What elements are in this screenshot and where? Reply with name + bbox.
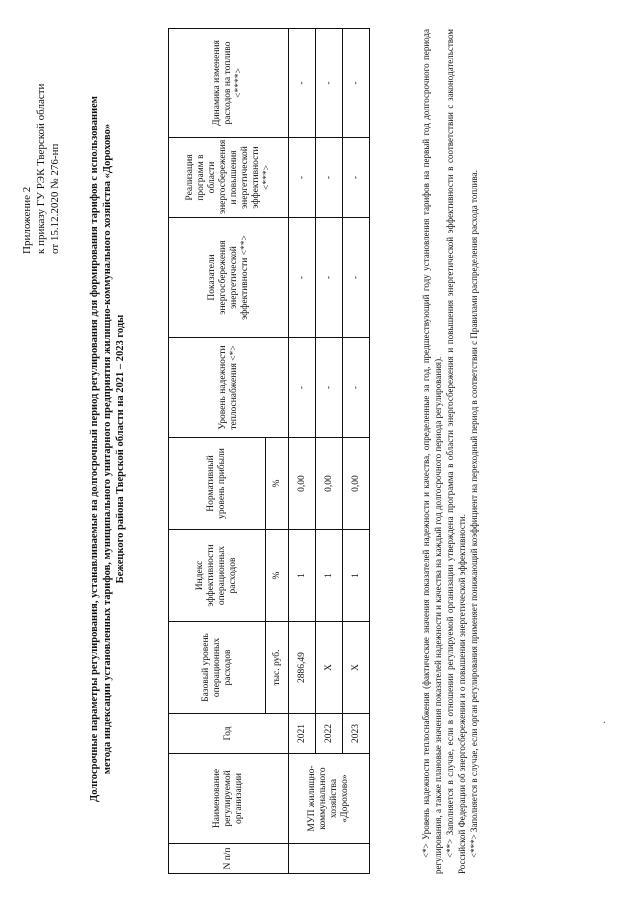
base-cell: Х [316,622,343,714]
header-year: Год [169,714,289,754]
year-cell: 2021 [289,714,316,754]
scan-speck: · [600,720,611,724]
unit-index: % [266,530,289,622]
energy-cell: - [289,218,316,338]
footnote-1: <*> Уровень надежности теплоснабжения (фактические значения показателей надежности и качества, определенные за год, предшествующий году установления тарифов на первый год долгосрочного периода регулирования, а также плановые значения показателей надежности и качества на каждый год долгосрочного периода регулирования). [421,29,443,874]
program-cell: - [316,138,343,218]
program-cell: - [343,138,370,218]
program-cell: - [289,138,316,218]
title-line-2: метода индексации установленных тарифов, муниципального унитарного предприятия жилищно-коммунального хозяйства «Дорохово» [102,123,113,775]
profit-cell: 0,00 [289,438,316,530]
header-fuel-dynamics: Динамика изменения расходов на топливо <****> [169,29,289,138]
unit-profit: % [266,438,289,530]
base-cell: Х [343,622,370,714]
header-efficiency-index: Индекс эффективности операционных расходов [169,530,266,622]
appendix-header [20,34,62,254]
footnote-3: <***> Заполняется в случае, если орган регулирования применяет понижающий коэффициент на переходный период в соответствии с Правилами распределения расхода топлива. [469,170,479,858]
index-cell: 1 [343,530,370,622]
order-date: от 15.12.2020 № 276-нп [49,143,61,254]
year-cell: 2023 [343,714,370,754]
energy-cell: - [343,218,370,338]
footnotes [420,29,480,874]
header-base-level: Базовый уровень операционных расходов [169,622,266,714]
order-reference: к приказу ГУ РЭК Тверской области [35,83,47,254]
document-title [88,34,127,864]
table-row [289,29,316,874]
header-reliability: Уровень надежности теплоснабжения <*> [169,338,289,438]
header-org: Наименование регулируемой организации [169,754,289,844]
energy-cell: - [316,218,343,338]
table-row [316,29,343,874]
reliability-cell: - [316,338,343,438]
parameters-table [168,28,370,874]
header-profit-level: Нормативный уровень прибыли [169,438,266,530]
header-energy-indicators: Показатели энергосбережения энергетической эффективности <**> [169,218,289,338]
index-cell: 1 [289,530,316,622]
title-line-3: Бежецкого района Тверской области на 2021 – 2023 годы [115,314,126,584]
header-num: N п/п [169,844,289,874]
reliability-cell: - [343,338,370,438]
profit-cell: 0,00 [343,438,370,530]
table-row [343,29,370,874]
fuel-cell: - [289,29,316,138]
profit-cell: 0,00 [316,438,343,530]
row-num [289,844,370,874]
index-cell: 1 [316,530,343,622]
year-cell: 2022 [316,714,343,754]
appendix-label: Приложение 2 [21,186,33,254]
title-line-1: Долгосрочные параметры регулирования, устанавливаемые на долгосрочный период регулирования для формирования тарифов с использованием [89,96,100,802]
footnote-2: <**> Заполняется в случае, если в отношении регулируемой организации утверждена программа в области энергосбережения и повышения энергетической эффективности в соответствии с законодательством Российской Федерации об энергосбережении и о повышении энергетической эффективности. [445,29,467,874]
org-name-cell: МУП жилищно-коммунального хозяйства «Дорохово» [289,754,370,844]
header-program: Реализация программ в области энергосбережения и повышения энергетической эффективности <***> [169,138,289,218]
table-header-row [169,29,266,874]
fuel-cell: - [343,29,370,138]
unit-base: тыс. руб. [266,622,289,714]
reliability-cell: - [289,338,316,438]
fuel-cell: - [316,29,343,138]
base-cell: 2886,49 [289,622,316,714]
